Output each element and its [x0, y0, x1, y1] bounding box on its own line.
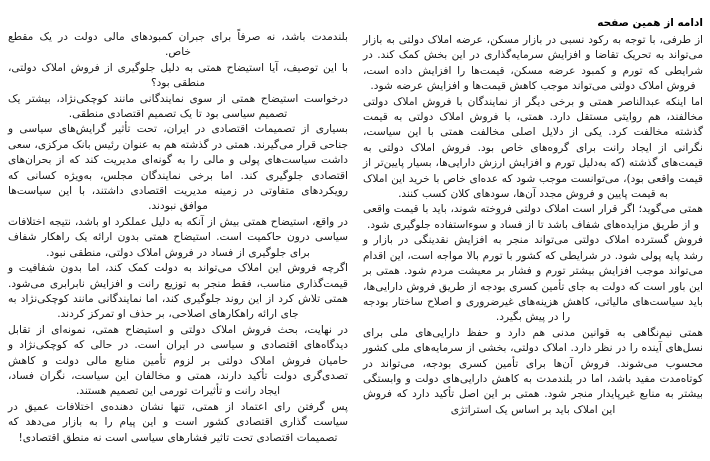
- paragraph: پس گرفتن رای اعتماد از همتی، تنها نشان دهنده‌ی اختلافات عمیق در سیاست گذاری اقتصادی کشور است و این پیام را به بازار می‌دهد که تصمیمات اقتصادی تحت تاثیر فشارهای سیاسی است نه منطق اقتصادی!: [8, 400, 348, 444]
- paragraph: بسیاری از تصمیمات اقتصادی در ایران، تحت تأثیر گرایش‌های سیاسی و جناحی قرار می‌گیرند. همتی در گذشته هم به عنوان رئیس بانک مرکزی، سعی داشت سیاست‌های پولی و مالی را به گونه‌ای مدیریت کند که از بحران‌های اقتصادی جلوگیری کند. اما برخی نمایندگان مجلس، به‌ویژه کسانی که رویکردهای متفاوتی در زمینه مدیریت اقتصادی داشتند، با این سیاست‌ها موافق نبودند.: [8, 123, 348, 213]
- paragraph: از طرفی، با توجه به رکود نسبی در بازار مسکن، عرضه املاک دولتی به بازار می‌تواند به تحریک تقاضا و افزایش سرمایه‌گذاری در این بخش کمک کند. در شرایطی که تورم و کمبود عرضه مسکن، قیمت‌ها را افزایش داده است، فروش املاک دولتی می‌تواند موجب کاهش قیمت‌ها و افزایش عرضه شود.: [363, 34, 703, 93]
- paragraph: فروش گسترده املاک دولتی می‌تواند منجر به افزایش نقدینگی در بازار و رشد پایه پولی شود. در شرایطی که کشور با تورم بالا مواجه است، این اقدام می‌تواند موجب افزایش بیشتر تورم و فشار بر معیشت مردم شود. همتی بر این باور است که دولت به جای تأمین کسری بودجه از طریق فروش دارایی‌ها، باید سیاست‌های مالیاتی، کاهش هزینه‌های غیرضروری و اصلاح ساختار بودجه را در پیش بگیرد.: [363, 234, 703, 324]
- paragraph: در واقع، استیضاح همتی بیش از آنکه به دلیل عملکرد او باشد، نتیجه اختلافات سیاسی درون حاکمیت است. استیضاح همتی بدون ارائه یک راهکار شفاف برای جلوگیری از فساد در فروش املاک دولتی، منطقی نبود.: [8, 215, 348, 259]
- paragraph: همتی نیم‌نگاهی به قوانین مدنی هم دارد و حفظ دارایی‌های ملی برای نسل‌های آینده را در نظر دارد. املاک دولتی، بخشی از سرمایه‌های ملی کشور محسوب می‌شوند. فروش آن‌ها برای تأمین کسری بودجه، می‌تواند در کوتاه‌مدت مفید باشد، اما در بلندمدت به کاهش دارایی‌های دولت و وابستگی بیشتر به منابع غیرپایدار منجر شود. همتی بر این اصل تأکید دارد که فروش این املاک باید بر اساس یک استراتژی: [363, 326, 703, 416]
- column-heading-continued-from-page: ادامه از همین صفحه: [597, 17, 703, 29]
- column-top-spacer: [8, 6, 348, 30]
- right-column: [363, 6, 703, 418]
- paragraph: بلندمدت باشد، نه صرفاً برای جبران کمبودهای مالی دولت در یک مقطع خاص.: [8, 31, 348, 59]
- left-column: [8, 6, 348, 446]
- paragraph: با این توصیف، آیا استیضاح همتی به دلیل جلوگیری از فروش املاک دولتی، منطقی بود؟: [8, 61, 348, 90]
- paragraph: همتی می‌گوید؛ اگر قرار است املاک دولتی فروخته شوند، باید با قیمت واقعی و از طریق مزایده‌های شفاف باشد تا از فساد و سوءاستفاده جلوگیری شود.: [363, 203, 703, 231]
- paragraph: درخواست استیضاح همتی از سوی نمایندگانی مانند کوچکی‌نژاد، بیشتر یک تصمیم سیاسی بود تا یک تصمیم اقتصادی منطقی.: [8, 92, 348, 121]
- paragraph: اگرچه فروش این املاک می‌تواند به دولت کمک کند، اما بدون شفافیت و قیمت‌گذاری مناسب، فقط منجر به توزیع رانت و افزایش نابرابری می‌شود. همتی تلاش کرد از این روند جلوگیری کند، اما نمایندگانی مانند کوچکی‌نژاد به جای ارائه راهکارهای اصلاحی، بر حذف او تمرکز کردند.: [8, 262, 348, 321]
- paragraph: اما اینکه عبدالناصر همتی و برخی دیگر از نمایندگان با فروش املاک دولتی مخالفند، هم روایتی مستقل دارد. همتی، با فروش املاک دولتی به قیمت گذشته مخالفت کرد. یکی از دلایل اصلی مخالفت همتی با این سیاست، نگرانی از ایجاد رانت برای گروه‌های خاص بود. فروش املاک دولتی به قیمت‌های گذشته (که به‌دلیل تورم و افزایش ارزش دارایی‌ها، بسیار پایین‌تر از قیمت واقعی بود)، می‌توانست موجب شود که عده‌ای خاص با خرید این املاک به قیمت پایین و فروش مجدد آن‌ها، سودهای کلان کسب کنند.: [363, 95, 703, 201]
- paragraph: در نهایت، بحث فروش املاک دولتی و استیضاح همتی، نمونه‌ای از تقابل دیدگاه‌های اقتصادی و سیاسی در ایران است. در حالی که کوچکی‌نژاد و حامیان فروش املاک دولتی بر لزوم تأمین منابع مالی دولت و کاهش تصدی‌گری دولت تأکید دارند، همتی و مخالفان این سیاست، نگران فساد، ایجاد رانت و تأثیرات تورمی این تصمیم هستند.: [8, 323, 348, 398]
